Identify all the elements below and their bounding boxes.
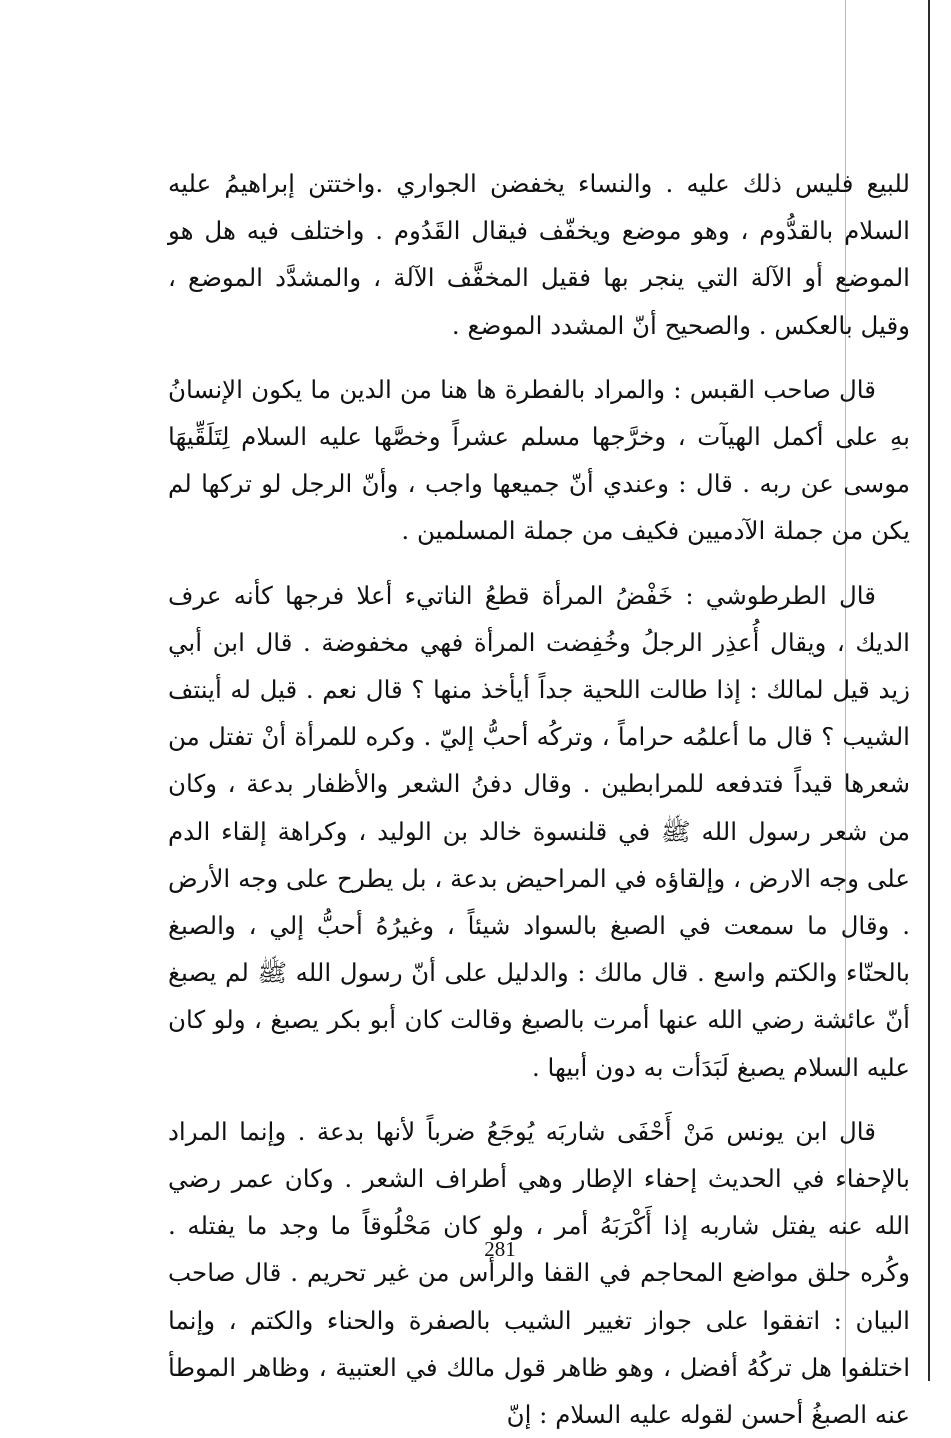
paragraph: قال ابن يونس مَنْ أَحْفَى شاربَه يُوجَعُ ضرباً لأنها بدعة . وإنما المراد بالإحفاء في الحديث إحفاء الإطار وهي أطراف الشعر . وكان عمر رضي الله عنه يفتل شاربه إذا أَكْرَبَهُ أمر ، ولو كان مَحْلُوقاً ما وجد ما يفتله . وكُره حلق مواضع المحاجم في القفا والرأس من غير تحريم . قال صاحب البيان : اتفقوا على جواز تغيير الشيب بالصفرة والحناء والكتم ، وإنما اختلفوا هل تركُهُ أفضل ، وهو ظاهر قول مالك في العتبية ، وظاهر الموطأ عنه الصبغُ أحسن لقوله عليه السلام : إنّ [168,1116,910,1430]
paragraph: قال الطرطوشي : خَفْضُ المرأة قطعُ الناتيء أعلا فرجها كأنه عرف الديك ، ويقال أُعذِر الرجلُ وخُفِضت المرأة فهي مخفوضة . قال ابن أبي زيد قيل لمالك : إذا طالت اللحية جداً أيأخذ منها ؟ قال نعم . قيل له أينتف الشيب ؟ قال ما أعلمُه حراماً ، وتركُه أحبُّ إليّ . وكره للمرأة أنْ تفتل من شعرها قيداً فتدفعه للمرابطين . وقال دفنُ الشعر والأظفار بدعة ، وكان من شعر رسول الله ﷺ في قلنسوة خالد بن الوليد ، وكراهة إلقاء الدم على وجه الارض ، وإلقاؤه في المراحيض بدعة ، بل يطرح على وجه الأرض . وقال ما سمعت في الصبغ بالسواد شيئاً ، وغيرُهُ أحبُّ إلي ، والصبغ بالحنّاء والكتم واسع . قال مالك : والدليل على أنّ رسول الله ﷺ لم يصبغ أنّ عائشة رضي الله عنها أمرت بالصبغ وقالت كان أبو بكر يصبغ ، ولو كان عليه السلام يصبغ لَبَدَأت به دون أبيها . [168,580,910,1082]
paragraph: قال صاحب القبس : والمراد بالفطرة ها هنا من الدين ما يكون الإنسانُ بهِ على أكمل الهيآت ، وخرَّجها مسلم عشراً وخصَّها عليه السلام لِتَلَقِّيهَا موسى عن ربه . قال : وعندي أنّ جميعها واجب ، وأنّ الرجل لو تركها لم يكن من جملة الآدميين فكيف من جملة المسلمين . [168,374,910,546]
page-number: 281 [484,1237,516,1261]
right-margin-rule [928,0,930,1381]
paragraph: للبيع فليس ذلك عليه . والنساء يخفضن الجواري .واختتن إبراهيمُ عليه السلام بالقدُّوم ، وهو موضع ويخفّف فيقال القَدُوم . واختلف فيه هل هو الموضع أو الآلة التي ينجر بها فقيل المخفَّف الآلة ، والمشدَّد الموضع ، وقيل بالعكس . والصحيح أنّ المشدد الموضع . [168,169,910,340]
